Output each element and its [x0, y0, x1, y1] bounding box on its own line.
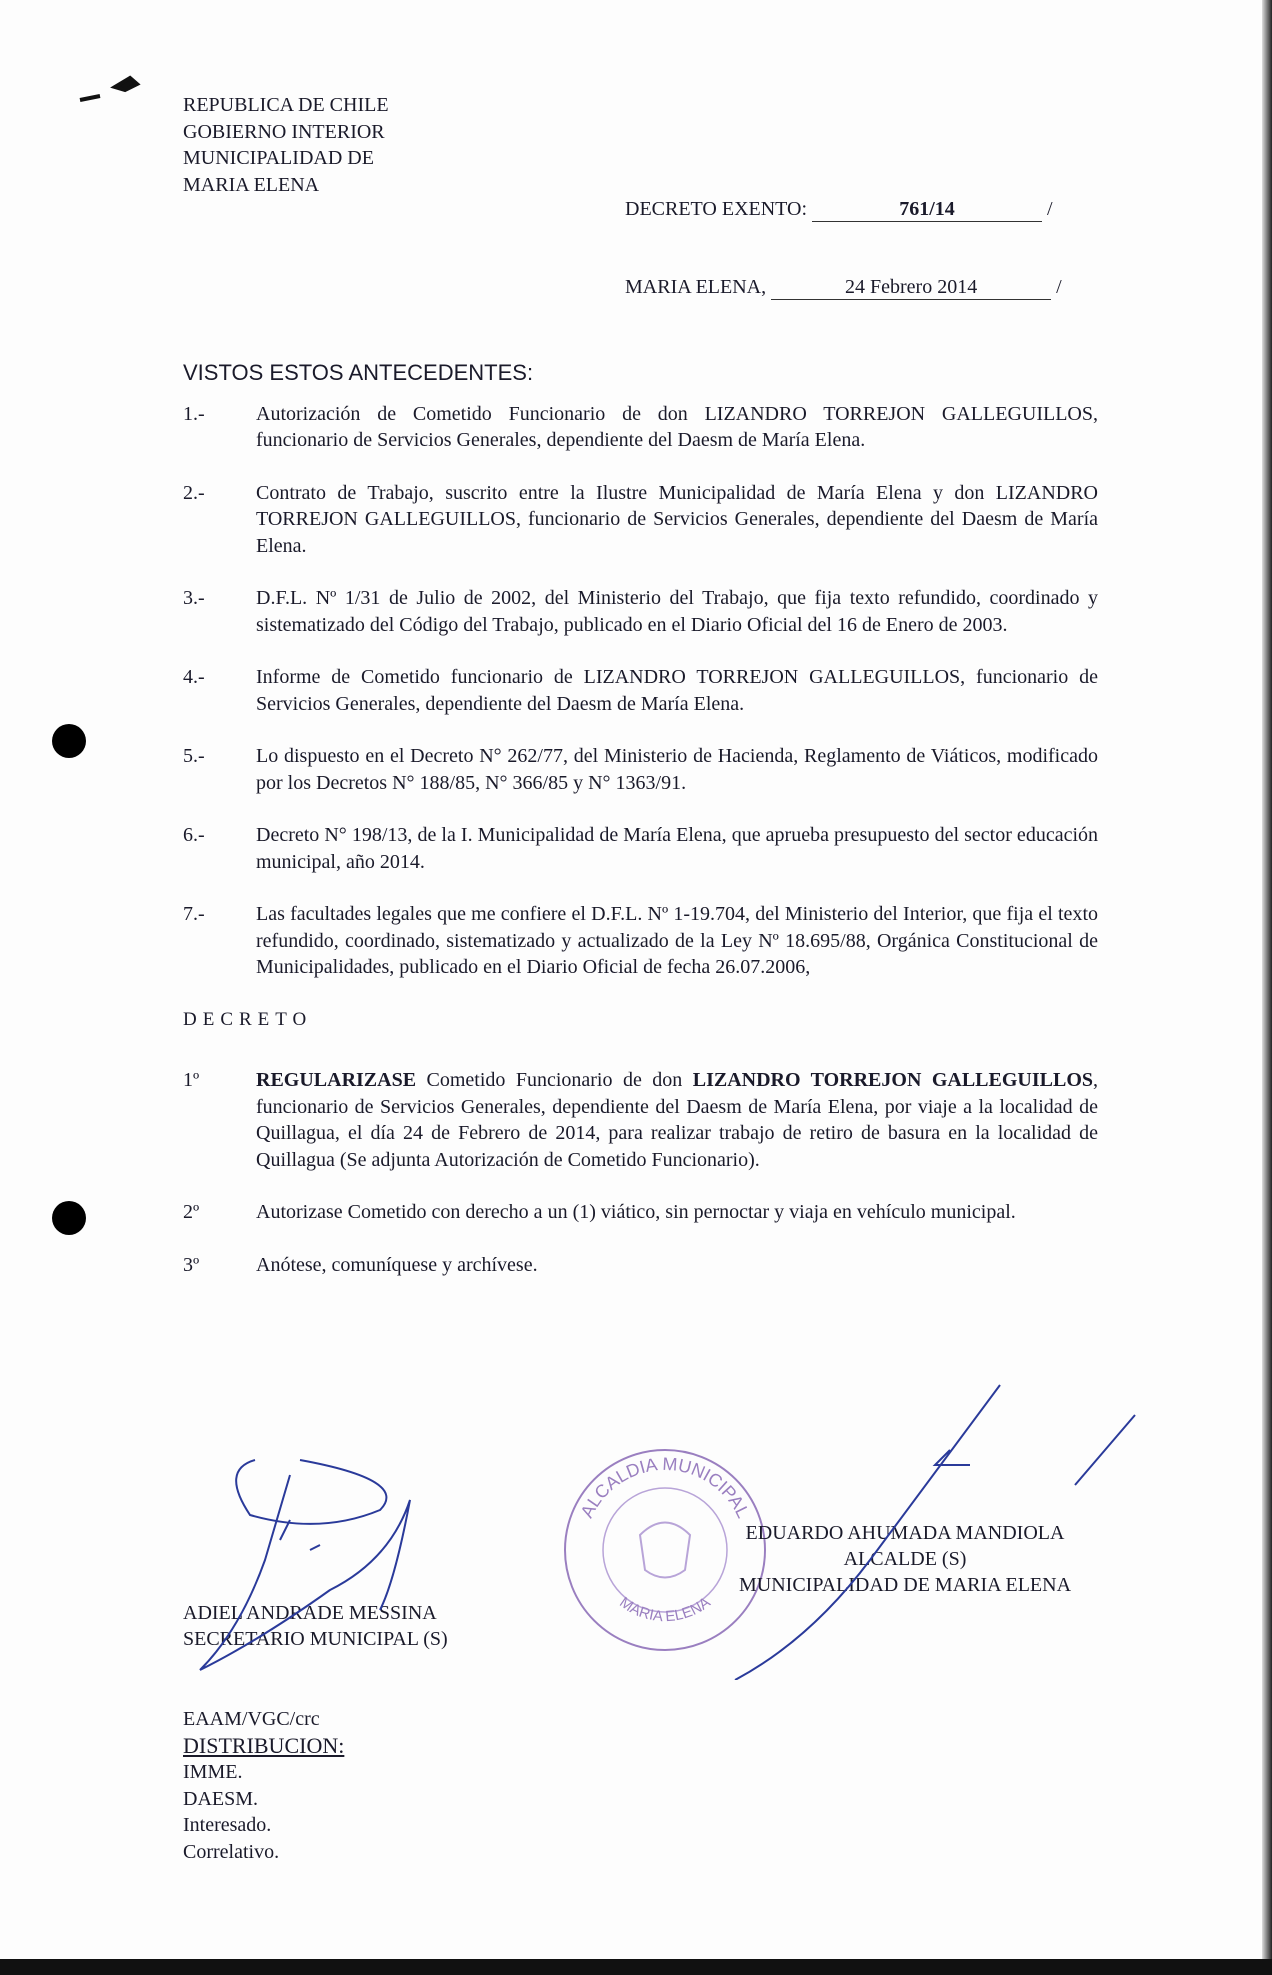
item-number: 1.-	[183, 402, 205, 425]
page-right-edge	[1262, 0, 1272, 1975]
item-number: 7.-	[183, 903, 205, 925]
distribution-title: DISTRIBUCION:	[183, 1732, 345, 1758]
item-text: Anótese, comuníquese y archívese.	[256, 1253, 538, 1276]
stamp-text-top: ALCALDIA MUNICIPAL	[576, 1453, 754, 1521]
item-text: Informe de Cometido funcionario de LIZANDRO TORREJON GALLEGUILLOS, funcionario de Servicios Generales, dependiente del Daesm de María Elena.	[256, 666, 1098, 715]
coat-of-arms-icon	[640, 1523, 690, 1578]
issuer-header	[183, 92, 389, 198]
secretary-name: ADIEL ANDRADE MESSINA	[183, 1602, 437, 1624]
item-text: Autorización de Cometido Funcionario de don LIZANDRO TORREJON GALLEGUILLOS, funcionario de Servicios Generales, dependiente del Daesm de María Elena.	[256, 402, 1098, 451]
header-line: MARIA ELENA	[183, 173, 320, 196]
mayor-title: ALCALDE (S)	[843, 1548, 967, 1570]
header-line: MUNICIPALIDAD DE	[183, 147, 374, 169]
vistos-title: VISTOS ESTOS ANTECEDENTES:	[183, 360, 534, 385]
item-number: 4.-	[183, 666, 205, 688]
item-number: 5.-	[183, 745, 205, 767]
antecedent-item	[183, 401, 1098, 454]
decree-number: 761/14	[812, 198, 1042, 222]
item-text: D.F.L. Nº 1/31 de Julio de 2002, del Ministerio del Trabajo, que fija texto refundido, coordinado y sistematizado del Código del Trabajo, publicado en el Diario Oficial del 16 de Enero de 2003.	[256, 587, 1098, 636]
bold-name: LIZANDRO TORREJON GALLEGUILLOS	[692, 1069, 1093, 1091]
header-line: GOBIERNO INTERIOR	[183, 120, 385, 143]
slash: /	[1056, 276, 1062, 298]
mayor-organization: MUNICIPALIDAD DE MARIA ELENA	[738, 1574, 1072, 1596]
distribution-item: DAESM.	[183, 1787, 259, 1810]
resolution-item	[183, 1199, 1098, 1226]
distribution-footer	[183, 1706, 344, 1865]
antecedent-item	[183, 480, 1098, 560]
document-body	[183, 360, 1098, 1304]
bold-keyword: REGULARIZASE	[256, 1069, 417, 1091]
item-text: Lo dispuesto en el Decreto N° 262/77, del Ministerio de Hacienda, Reglamento de Viáticos, modificado por los Decretos N° 188/85, N° 366/85 y N° 1363/91.	[256, 745, 1098, 794]
text-segment: , funcionario de Servicios Generales, dependiente del Daesm de María Elena, por viaje a la localidad de Quillagua, el día 24 de Febrero de 2014, para realizar trabajo de retiro de basura en la localidad de Quillagua (Se adjunta Autorización de Cometido Funcionario).	[256, 1069, 1098, 1171]
item-text: Decreto N° 198/13, de la I. Municipalidad de María Elena, que aprueba presupuesto del sector educación municipal, año 2014.	[256, 824, 1098, 873]
header-line: REPUBLICA DE CHILE	[183, 94, 389, 116]
secretary-title: SECRETARIO MUNICIPAL (S)	[183, 1628, 448, 1650]
item-number: 2º	[183, 1201, 200, 1223]
date-row	[625, 276, 1062, 300]
antecedent-item	[183, 664, 1098, 717]
corner-mark-icon	[75, 72, 155, 112]
item-number: 3º	[183, 1253, 200, 1276]
distribution-item: Correlativo.	[183, 1840, 280, 1863]
page-bottom-band	[0, 1959, 1272, 1975]
decreto-title: DECRETO	[183, 1008, 313, 1030]
svg-text:MARIA ELENA	[616, 1594, 713, 1625]
resolution-item	[183, 1067, 1098, 1173]
stamp-text-bottom: MARIA ELENA	[616, 1593, 714, 1626]
decree-date: 24 Febrero 2014	[771, 276, 1051, 300]
item-text: Las facultades legales que me confiere el D.F.L. Nº 1-19.704, del Ministerio del Interior, que fija el texto refundido, coordinado, sistematizado y actualizado de la Ley Nº 18.695/88, Orgánica Constitucional de Municipalidades, publicado en el Diario Oficial de fecha 26.07.2006,	[256, 903, 1098, 978]
mayor-signature	[720, 1380, 1150, 1680]
item-text	[256, 1067, 1098, 1173]
antecedent-item	[183, 822, 1098, 875]
decree-label: DECRETO EXENTO:	[625, 198, 808, 220]
slash: /	[1047, 198, 1053, 220]
item-text: Autorizase Cometido con derecho a un (1) viático, sin pernoctar y viaja en vehículo municipal.	[256, 1201, 1016, 1223]
secretary-signature	[180, 1440, 520, 1700]
decree-number-row	[625, 198, 1053, 222]
place-label: MARIA ELENA,	[625, 276, 767, 298]
distribution-item: IMME.	[183, 1761, 243, 1783]
item-text: Contrato de Trabajo, suscrito entre la Ilustre Municipalidad de María Elena y don LIZANDRO TORREJON GALLEGUILLOS, funcionario de Servicios Generales, dependiente del Daesm de María Elena.	[256, 481, 1098, 557]
item-number: 6.-	[183, 824, 205, 846]
mayor-name: EDUARDO AHUMADA MANDIOLA	[745, 1522, 1065, 1544]
text-segment: Cometido Funcionario de don	[416, 1069, 693, 1091]
distribution-item: Interesado.	[183, 1814, 272, 1836]
punch-hole	[52, 1201, 86, 1235]
antecedent-item	[183, 743, 1098, 796]
item-number: 1º	[183, 1069, 200, 1091]
item-number: 3.-	[183, 587, 205, 609]
resolution-item	[183, 1252, 1098, 1279]
item-number: 2.-	[183, 481, 205, 504]
antecedent-item	[183, 901, 1098, 981]
punch-hole	[52, 724, 86, 758]
initials: EAAM/VGC/crc	[183, 1708, 320, 1730]
antecedent-item	[183, 585, 1098, 638]
